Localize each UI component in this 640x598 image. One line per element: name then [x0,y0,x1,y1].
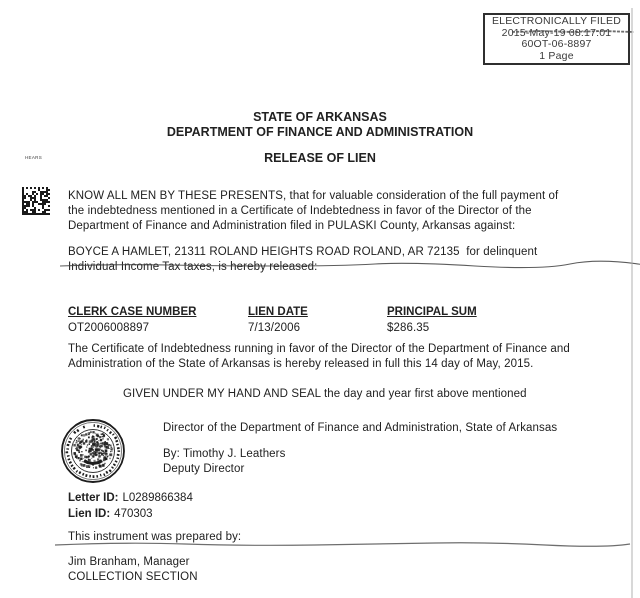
signed-by-line: By: Timothy J. Leathers [163,448,286,460]
director-title-line: Director of the Department of Finance and Administration, State of Arkansas [163,422,558,434]
release-line: The Certificate of Indebtedness running in favor of the Director of the Department of Finance and [68,343,570,355]
signer-title-line: Deputy Director [163,463,245,475]
release-line: Administration of the State of Arkansas is hereby released in full this 14 day of May, 2015. [68,358,534,370]
letter-id-value: L0289866384 [122,492,193,504]
datamatrix-barcode [22,187,50,215]
efiled-stamp-title: ELECTRONICALLY FILED [491,15,622,27]
tax-type-line: Individual Income Tax taxes, is hereby released: [68,261,318,273]
lien-id-value: 470303 [114,508,153,520]
agency-dept-line: DEPARTMENT OF FINANCE AND ADMINISTRATION [166,125,474,139]
state-official-seal [60,418,126,484]
debtor-paragraph [68,245,537,275]
principal-sum-value: $286.35 [387,322,430,334]
margin-smudge-text: HEARS [25,155,43,160]
release-paragraph [68,342,570,372]
document-title: RELEASE OF LIEN [264,151,376,165]
debtor-name-address-line: BOYCE A HAMLET, 21311 ROLAND HEIGHTS ROAD ROLAND, AR 72135 for delinquent [68,246,538,258]
column-header-lien-date: LIEN DATE [248,306,308,318]
recitals-line: KNOW ALL MEN BY THESE PRESENTS, that for valuable consideration of the full payment of [68,190,559,202]
preparer-name-line: Jim Branham, Manager [68,556,190,568]
recitals-paragraph [68,189,558,234]
efiled-stamp [483,13,630,65]
agency-state-line: STATE OF ARKANSAS [253,110,387,124]
recitals-line: the indebtedness mentioned in a Certificate of Indebtedness in favor of the Director of the [68,205,532,217]
efiled-stamp-datetime: 2015-May-19 08:17:01 [501,26,612,39]
column-header-principal-sum: PRINCIPAL SUM [387,306,477,318]
letter-id-label: Letter ID: [68,492,119,504]
recitals-line: Department of Finance and Administration filed in PULASKI County, Arkansas against: [68,220,516,232]
prepared-by-intro: This instrument was prepared by: [68,531,242,543]
column-header-clerk-case-number: CLERK CASE NUMBER [68,306,197,318]
lien-id-row [68,508,153,520]
lien-id-label: Lien ID: [68,508,111,520]
letter-id-row [68,492,193,504]
clerk-case-number-value: OT2006008897 [68,322,150,334]
agency-header [0,110,640,140]
efiled-stamp-page-count: 1 Page [539,49,574,62]
given-under-seal-line: GIVEN UNDER MY HAND AND SEAL the day and year first above mentioned [123,388,527,400]
lien-date-value: 7/13/2006 [248,322,301,334]
preparer-section-line: COLLECTION SECTION [68,571,198,583]
efiled-stamp-case-number: 60OT-06-8897 [521,38,592,50]
